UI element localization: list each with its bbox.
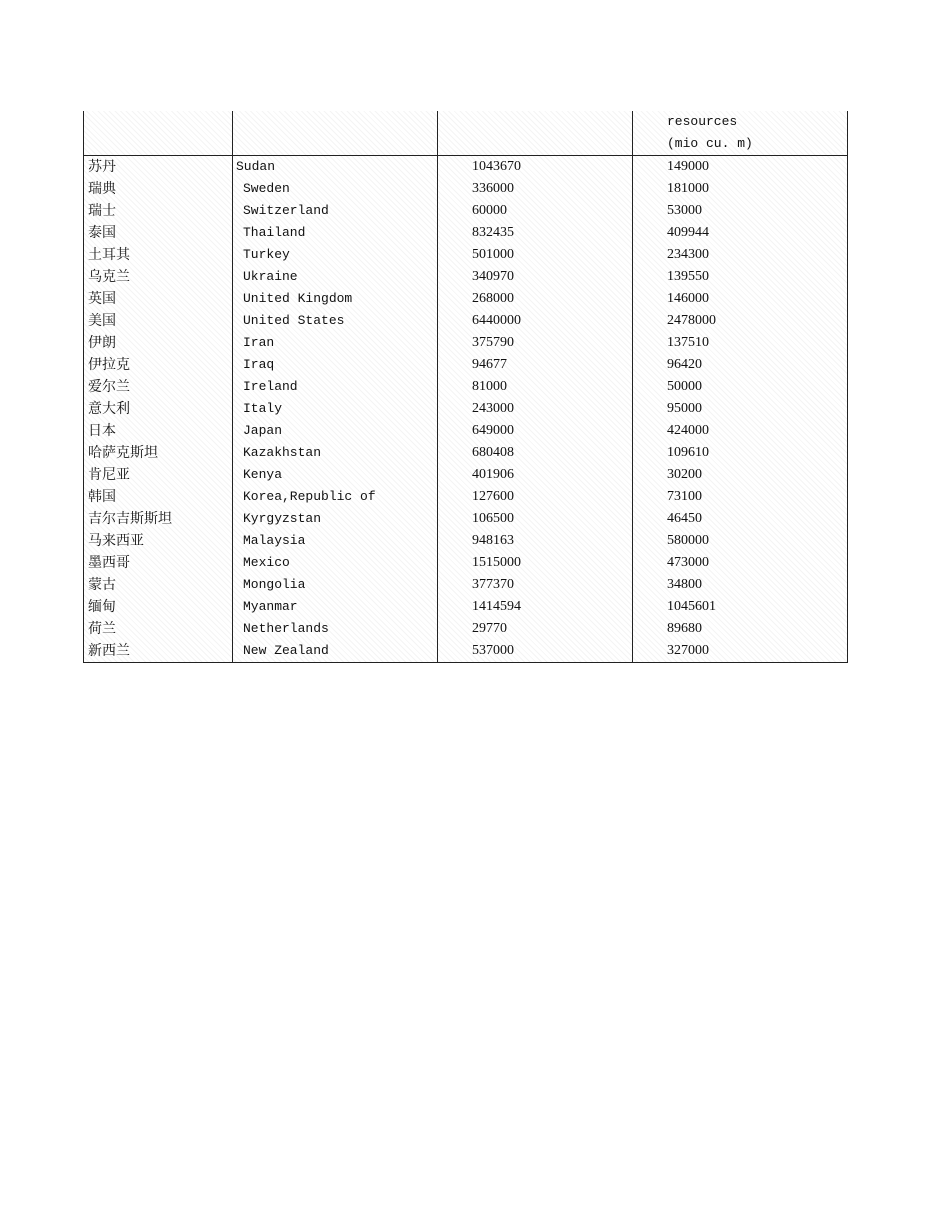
table-row bbox=[84, 464, 848, 486]
cell-value-1[interactable]: 377370 bbox=[438, 574, 633, 596]
cell-value-2[interactable]: 30200 bbox=[633, 464, 848, 486]
cell-english-name[interactable]: Ireland bbox=[233, 376, 438, 398]
table-row bbox=[84, 596, 848, 618]
cell-value-2[interactable]: 234300 bbox=[633, 244, 848, 266]
cell-chinese-name[interactable]: 爱尔兰 bbox=[84, 376, 233, 398]
cell-english-name[interactable]: Iraq bbox=[233, 354, 438, 376]
cell-english-name[interactable]: Thailand bbox=[233, 222, 438, 244]
cell-value-2[interactable]: 580000 bbox=[633, 530, 848, 552]
table-row bbox=[84, 618, 848, 640]
cell-english-name[interactable]: Sweden bbox=[233, 178, 438, 200]
header-cell-value-1[interactable] bbox=[438, 111, 633, 156]
table-row bbox=[84, 332, 848, 354]
cell-value-2[interactable]: 473000 bbox=[633, 552, 848, 574]
cell-value-1[interactable]: 375790 bbox=[438, 332, 633, 354]
table-row bbox=[84, 486, 848, 508]
header-cell-english-name[interactable] bbox=[233, 111, 438, 156]
table-row bbox=[84, 442, 848, 464]
cell-value-1[interactable]: 340970 bbox=[438, 266, 633, 288]
cell-english-name[interactable]: Netherlands bbox=[233, 618, 438, 640]
cell-english-name[interactable]: Turkey bbox=[233, 244, 438, 266]
table-row bbox=[84, 530, 848, 552]
table-row bbox=[84, 310, 848, 332]
table-row bbox=[84, 552, 848, 574]
cell-value-1[interactable]: 106500 bbox=[438, 508, 633, 530]
cell-chinese-name[interactable]: 瑞典 bbox=[84, 178, 233, 200]
cell-english-name[interactable]: Sudan bbox=[233, 156, 438, 179]
cell-chinese-name[interactable]: 缅甸 bbox=[84, 596, 233, 618]
table-row bbox=[84, 640, 848, 663]
cell-value-2[interactable]: 149000 bbox=[633, 156, 848, 179]
cell-value-1[interactable]: 1043670 bbox=[438, 156, 633, 179]
cell-chinese-name[interactable]: 伊拉克 bbox=[84, 354, 233, 376]
cell-chinese-name[interactable]: 土耳其 bbox=[84, 244, 233, 266]
cell-value-2[interactable]: 53000 bbox=[633, 200, 848, 222]
cell-value-2[interactable]: 109610 bbox=[633, 442, 848, 464]
cell-chinese-name[interactable]: 美国 bbox=[84, 310, 233, 332]
cell-english-name[interactable]: Malaysia bbox=[233, 530, 438, 552]
cell-value-2[interactable]: 34800 bbox=[633, 574, 848, 596]
cell-chinese-name[interactable]: 韩国 bbox=[84, 486, 233, 508]
cell-chinese-name[interactable]: 苏丹 bbox=[84, 156, 233, 179]
cell-english-name[interactable]: Italy bbox=[233, 398, 438, 420]
cell-value-1[interactable]: 336000 bbox=[438, 178, 633, 200]
cell-english-name[interactable]: Korea,Republic of bbox=[233, 486, 438, 508]
cell-value-2[interactable]: 424000 bbox=[633, 420, 848, 442]
header-row bbox=[84, 111, 848, 156]
table-row bbox=[84, 288, 848, 310]
cell-value-1[interactable]: 6440000 bbox=[438, 310, 633, 332]
header-cell-resources[interactable] bbox=[633, 111, 848, 156]
cell-value-1[interactable]: 60000 bbox=[438, 200, 633, 222]
cell-value-1[interactable]: 1414594 bbox=[438, 596, 633, 618]
table-row bbox=[84, 244, 848, 266]
cell-value-1[interactable]: 401906 bbox=[438, 464, 633, 486]
table-row bbox=[84, 354, 848, 376]
cell-value-2[interactable]: 95000 bbox=[633, 398, 848, 420]
cell-english-name[interactable]: Kyrgyzstan bbox=[233, 508, 438, 530]
cell-value-1[interactable]: 1515000 bbox=[438, 552, 633, 574]
cell-chinese-name[interactable]: 吉尔吉斯斯坦 bbox=[84, 508, 233, 530]
table-body bbox=[84, 111, 848, 663]
cell-english-name[interactable]: Kenya bbox=[233, 464, 438, 486]
cell-value-2[interactable]: 2478000 bbox=[633, 310, 848, 332]
table-row bbox=[84, 420, 848, 442]
cell-english-name[interactable]: Mexico bbox=[233, 552, 438, 574]
cell-value-1[interactable]: 832435 bbox=[438, 222, 633, 244]
cell-value-2[interactable]: 89680 bbox=[633, 618, 848, 640]
table-row bbox=[84, 508, 848, 530]
cell-value-2[interactable]: 73100 bbox=[633, 486, 848, 508]
cell-value-2[interactable]: 50000 bbox=[633, 376, 848, 398]
cell-chinese-name[interactable]: 伊朗 bbox=[84, 332, 233, 354]
cell-english-name[interactable]: Myanmar bbox=[233, 596, 438, 618]
table-row bbox=[84, 574, 848, 596]
table-row bbox=[84, 222, 848, 244]
cell-english-name[interactable]: United Kingdom bbox=[233, 288, 438, 310]
cell-chinese-name[interactable]: 荷兰 bbox=[84, 618, 233, 640]
cell-chinese-name[interactable]: 墨西哥 bbox=[84, 552, 233, 574]
cell-chinese-name[interactable]: 哈萨克斯坦 bbox=[84, 442, 233, 464]
cell-chinese-name[interactable]: 新西兰 bbox=[84, 640, 233, 663]
cell-value-1[interactable]: 127600 bbox=[438, 486, 633, 508]
cell-english-name[interactable]: New Zealand bbox=[233, 640, 438, 663]
table-row bbox=[84, 266, 848, 288]
table-row bbox=[84, 178, 848, 200]
cell-english-name[interactable]: Ukraine bbox=[233, 266, 438, 288]
cell-chinese-name[interactable]: 肯尼亚 bbox=[84, 464, 233, 486]
cell-chinese-name[interactable]: 蒙古 bbox=[84, 574, 233, 596]
cell-value-1[interactable]: 243000 bbox=[438, 398, 633, 420]
cell-value-1[interactable]: 649000 bbox=[438, 420, 633, 442]
cell-value-2[interactable]: 409944 bbox=[633, 222, 848, 244]
cell-chinese-name[interactable]: 泰国 bbox=[84, 222, 233, 244]
cell-english-name[interactable]: Switzerland bbox=[233, 200, 438, 222]
cell-value-1[interactable]: 501000 bbox=[438, 244, 633, 266]
cell-chinese-name[interactable]: 瑞士 bbox=[84, 200, 233, 222]
cell-english-name[interactable]: Mongolia bbox=[233, 574, 438, 596]
cell-value-1[interactable]: 948163 bbox=[438, 530, 633, 552]
cell-value-2[interactable]: 137510 bbox=[633, 332, 848, 354]
header-cell-chinese-name[interactable] bbox=[84, 111, 233, 156]
cell-value-2[interactable]: 46450 bbox=[633, 508, 848, 530]
cell-value-2[interactable]: 139550 bbox=[633, 266, 848, 288]
cell-chinese-name[interactable]: 意大利 bbox=[84, 398, 233, 420]
table-row bbox=[84, 398, 848, 420]
cell-value-2[interactable]: 146000 bbox=[633, 288, 848, 310]
cell-chinese-name[interactable]: 马来西亚 bbox=[84, 530, 233, 552]
cell-value-1[interactable]: 29770 bbox=[438, 618, 633, 640]
cell-english-name[interactable]: United States bbox=[233, 310, 438, 332]
cell-value-1[interactable]: 268000 bbox=[438, 288, 633, 310]
cell-english-name[interactable]: Iran bbox=[233, 332, 438, 354]
cell-chinese-name[interactable]: 日本 bbox=[84, 420, 233, 442]
water-resources-table bbox=[83, 111, 848, 663]
cell-chinese-name[interactable]: 乌克兰 bbox=[84, 266, 233, 288]
table-row bbox=[84, 376, 848, 398]
cell-value-2[interactable]: 1045601 bbox=[633, 596, 848, 618]
cell-value-1[interactable]: 680408 bbox=[438, 442, 633, 464]
header-resources-line1: resources bbox=[667, 114, 738, 129]
cell-chinese-name[interactable]: 英国 bbox=[84, 288, 233, 310]
cell-value-2[interactable]: 181000 bbox=[633, 178, 848, 200]
table-row bbox=[84, 200, 848, 222]
cell-value-1[interactable]: 94677 bbox=[438, 354, 633, 376]
cell-value-1[interactable]: 81000 bbox=[438, 376, 633, 398]
cell-english-name[interactable]: Japan bbox=[233, 420, 438, 442]
cell-value-1[interactable]: 537000 bbox=[438, 640, 633, 663]
table-row bbox=[84, 156, 848, 179]
cell-value-2[interactable]: 327000 bbox=[633, 640, 848, 663]
cell-english-name[interactable]: Kazakhstan bbox=[233, 442, 438, 464]
cell-value-2[interactable]: 96420 bbox=[633, 354, 848, 376]
header-resources-line2: (mio cu. m) bbox=[667, 136, 753, 151]
